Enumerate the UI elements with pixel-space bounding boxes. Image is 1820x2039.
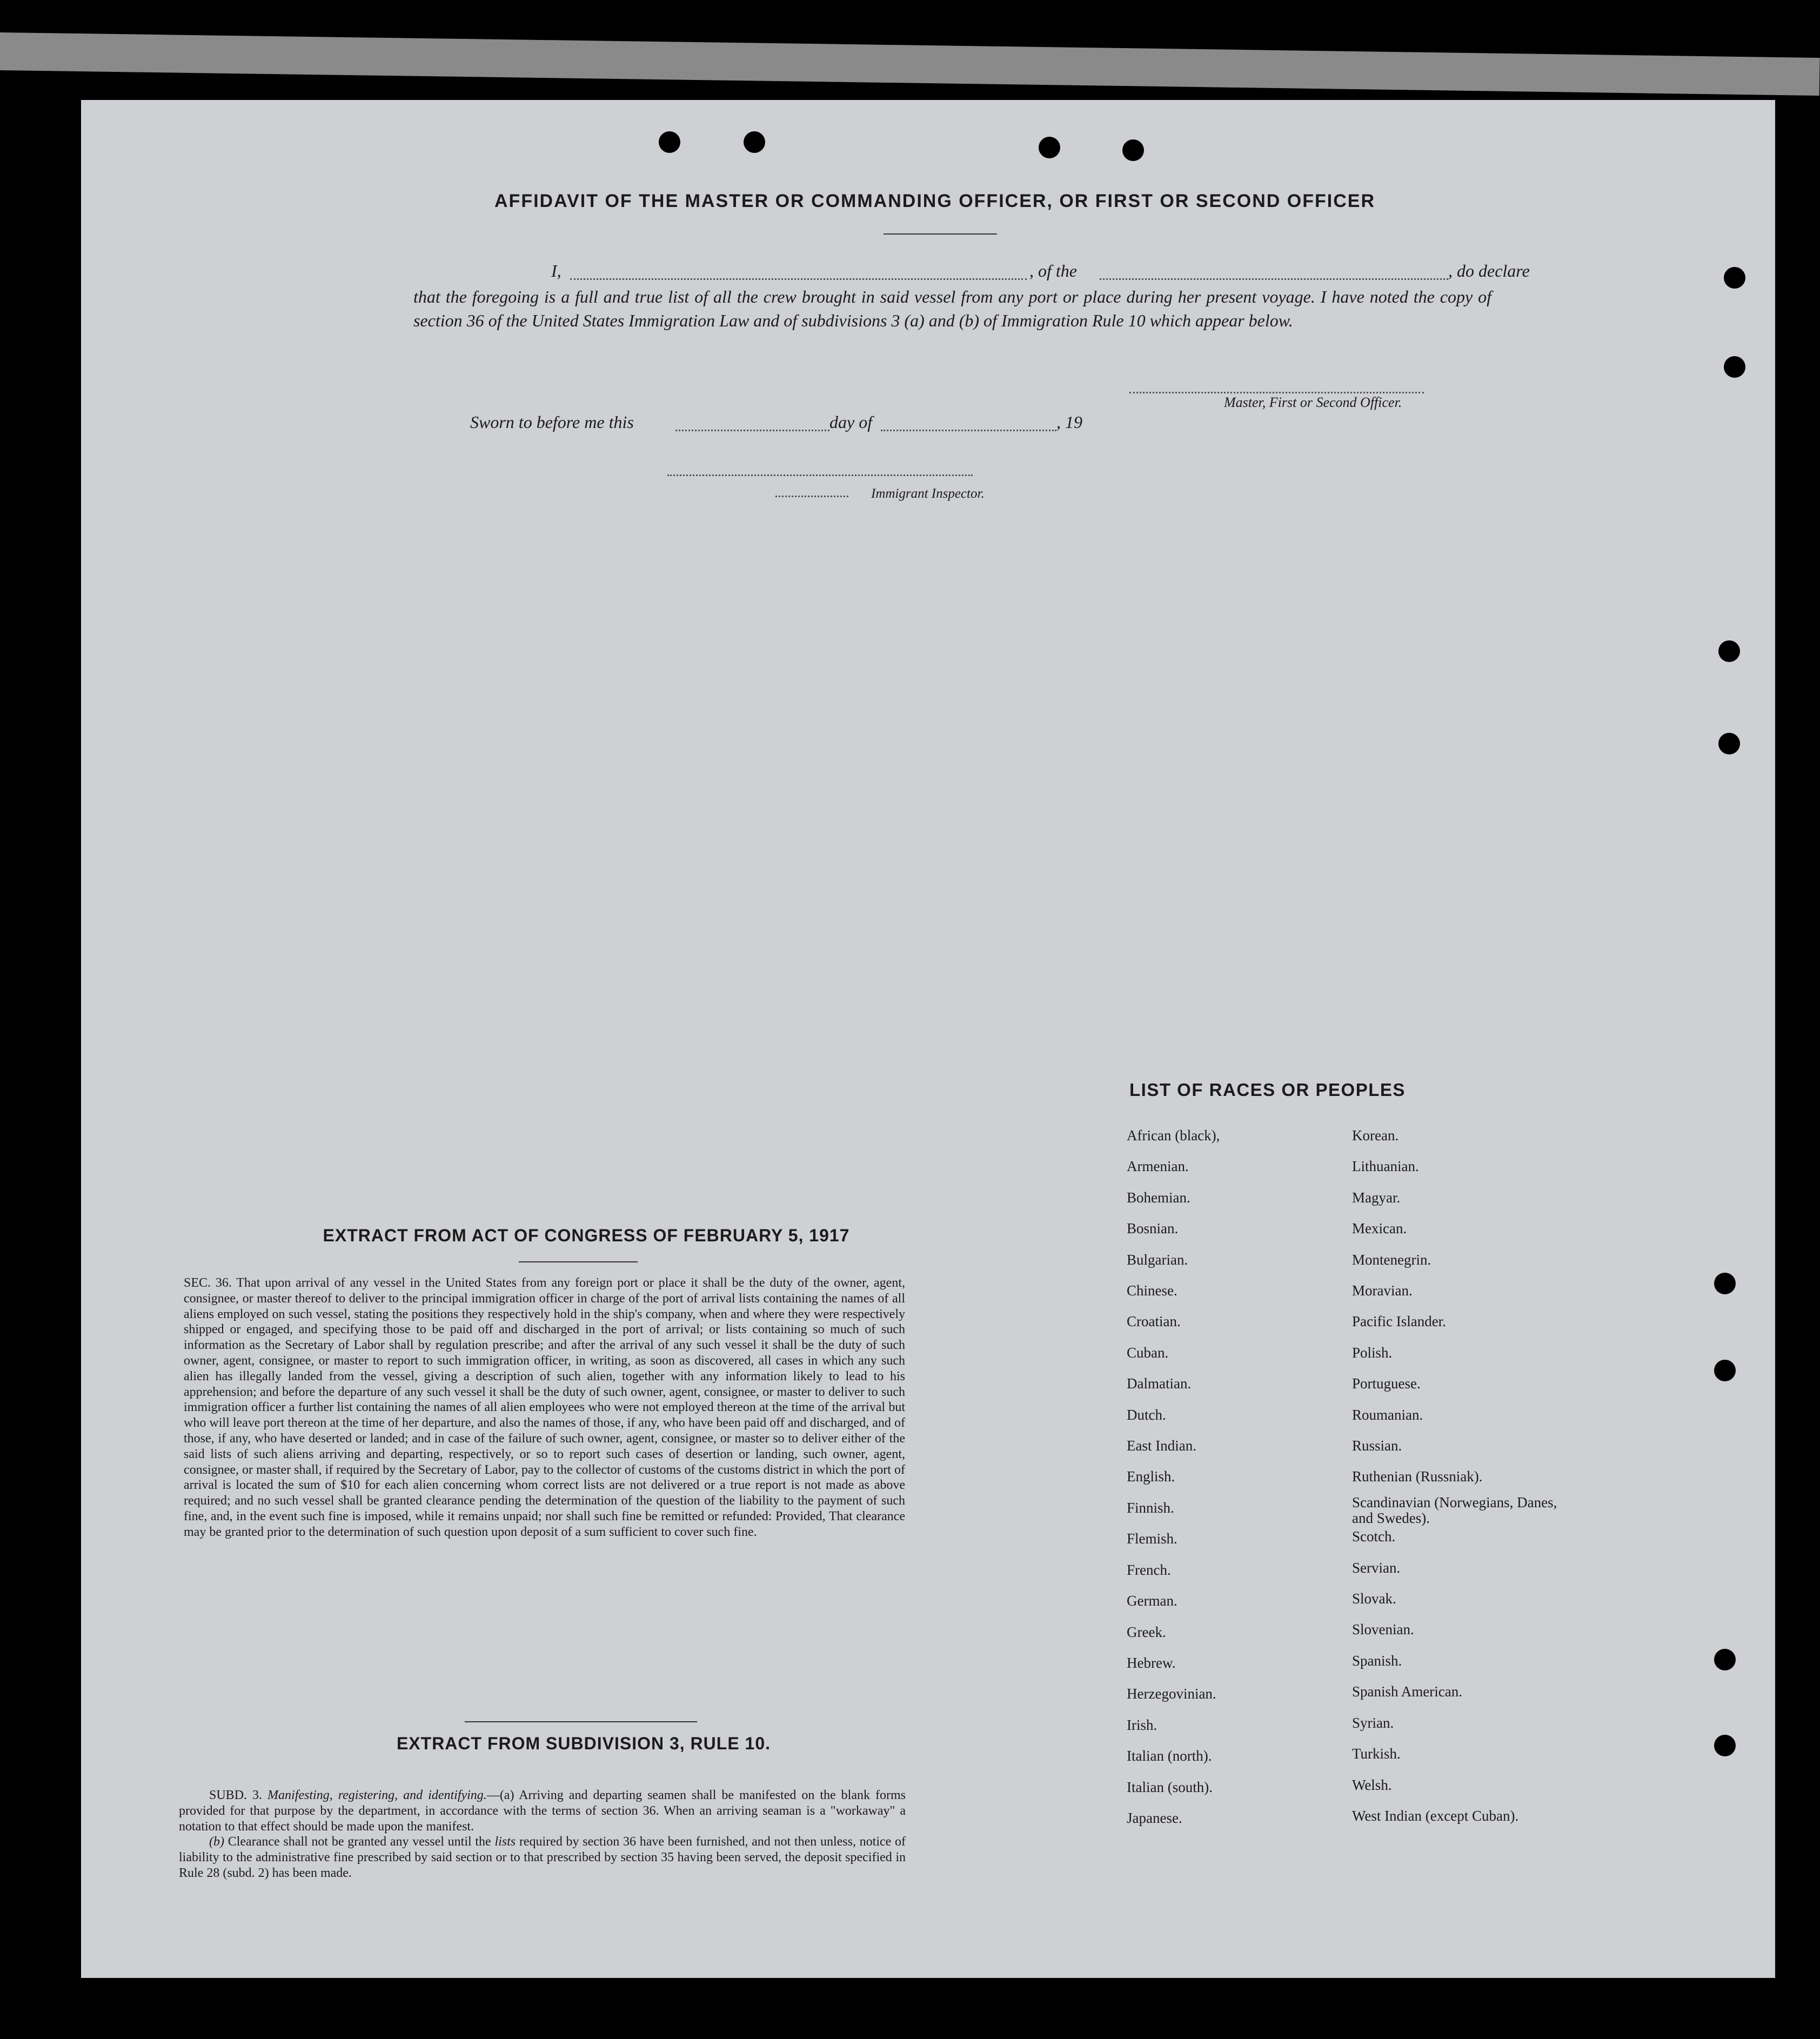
punch-hole [1718, 640, 1740, 662]
race-item: Bohemian. [1127, 1189, 1190, 1206]
race-item: French. [1127, 1561, 1171, 1578]
race-item: Korean. [1352, 1127, 1399, 1144]
race-item: Mexican. [1352, 1220, 1407, 1237]
vessel-name-field[interactable] [1100, 278, 1448, 280]
race-item: Chinese. [1127, 1282, 1177, 1299]
separator-rule [465, 1721, 697, 1722]
race-item: East Indian. [1127, 1438, 1196, 1454]
race-item: Scotch. [1352, 1528, 1396, 1545]
punch-hole [1039, 137, 1060, 158]
sworn-day-field[interactable] [675, 430, 829, 431]
race-item: Dutch. [1127, 1406, 1166, 1423]
subd-3-text [179, 1788, 906, 1881]
punch-hole [1718, 733, 1740, 754]
races-title: LIST OF RACES OR PEOPLES [1129, 1080, 1406, 1100]
race-item: Welsh. [1352, 1776, 1392, 1793]
race-item: Spanish American. [1352, 1683, 1462, 1700]
title-rule [884, 233, 997, 235]
race-item: Portuguese. [1352, 1375, 1421, 1392]
race-item: Slovak. [1352, 1590, 1396, 1607]
race-item: Polish. [1352, 1344, 1393, 1361]
top-edge-strip [0, 32, 1820, 96]
rule-extract-title: EXTRACT FROM SUBDIVISION 3, RULE 10. [396, 1734, 771, 1753]
subd-b-label: (b) [209, 1835, 224, 1849]
race-item: Greek. [1127, 1623, 1166, 1640]
subd-heading: Manifesting, registering, and identifying. [267, 1788, 487, 1802]
race-item: Finnish. [1127, 1499, 1174, 1516]
affidavit-body: that the foregoing is a full and true list of all the crew brought in said vessel from any port or place during her present voyage. I have noted the copy of section 36 of the United States Immigration Law and of subdivisions 3 (a) and (b) of Immigration Rule 10 which appear below. [413, 287, 1491, 330]
subd-3-paragraph-b [179, 1834, 906, 1881]
race-item: Slovenian. [1352, 1621, 1414, 1638]
master-signature-label: Master, First or Second Officer. [1224, 395, 1402, 410]
race-item: Italian (south). [1127, 1779, 1213, 1795]
master-signature-field[interactable] [1129, 392, 1424, 393]
race-item: Montenegrin. [1352, 1251, 1431, 1268]
punch-hole [1724, 267, 1745, 289]
race-item: Bosnian. [1127, 1220, 1179, 1237]
inspector-signature-field[interactable] [667, 474, 973, 476]
subd-a-body: —(a) Arriving and departing seamen shall be manifested on the blank forms provided for that purpose by the department, in accordance with the terms of section 36. When an arriving seaman is a "workaway" a notation to that effect should be made upon the manifest. [179, 1788, 906, 1834]
race-item: Scandinavian (Norwegians, Danes, and Swedes). [1352, 1494, 1557, 1526]
sworn-text: Sworn to before me this [470, 412, 634, 432]
race-item: Cuban. [1127, 1344, 1169, 1361]
race-item: Hebrew. [1127, 1654, 1176, 1671]
race-item: Japanese. [1127, 1809, 1182, 1826]
race-item: African (black), [1127, 1127, 1220, 1144]
affidavit-line1 [470, 261, 1545, 285]
declarant-prefix: I, [551, 261, 561, 280]
punch-hole [1714, 1649, 1736, 1670]
race-item: West Indian (except Cuban). [1352, 1807, 1519, 1824]
race-item: Italian (north). [1127, 1748, 1212, 1764]
year-prefix: , 19 [1056, 412, 1082, 432]
do-declare-text: , do declare [1448, 261, 1530, 280]
race-item: Moravian. [1352, 1282, 1413, 1299]
of-the-text: , of the [1029, 261, 1077, 280]
inspector-label: Immigrant Inspector. [871, 486, 985, 501]
sworn-line [470, 412, 1227, 436]
punch-hole [1724, 356, 1745, 378]
sec-36-text: SEC. 36. That upon arrival of any vessel in the United States from any foreign port or place it shall be the duty of the owner, agent, consignee, or master thereof to deliver to the principal immigration officer in charge of the port of arrival lists containing the names of all aliens employed on such vessel, stating the positions they respectively hold in the ship's company, when and where they were respectively shipped or engaged, and specifying those to be paid off and discharged in the port of arrival; or lists containing so much of such information as the Secretary of Labor shall by regulation prescribe; and after the arrival of any such vessel it shall be the duty of such owner, agent, consignee, or master to report to such immigration officer, in writing, as soon as discovered, all cases in which any such alien has illegally landed from the vessel, giving a description of such alien, together with any information likely to lead to his apprehension; and before the departure of any such vessel it shall be the duty of such owner, agent, consignee, or master to deliver to such immigration officer a further list containing the names of all alien employees who were not employed thereon at the time of the arrival but who will leave port thereon at the time of her departure, and also the names of those, if any, who have been paid off and discharged, and of those, if any, who have deserted or landed; and in case of the failure of such owner, agent, consignee, or master so to deliver either of the said lists of such aliens arriving and departing, respectively, or so to report such cases of desertion or landing, such owner, agent, consignee, or master shall, if required by the Secretary of Labor, pay to the collector of customs of the customs district in which the port of arrival is located the sum of $10 for each alien concerning whom correct lists are not delivered or a true report is not made as above required; and no such vessel shall be granted clearance pending the determination of the question of the liability to the payment of such fine, and, in the event such fine is imposed, while it remains unpaid; nor shall such fine be remitted or refunded: Provided, That clearance may be granted prior to the determination of such question upon deposit of a sum sufficient to cover such fine. [184, 1276, 905, 1539]
race-item: Russian. [1352, 1438, 1402, 1454]
subd-b-body-2: required by section 36 have been furnished, and not then unless, notice of liability to the administrative fine prescribed by said section or to that prescribed by section 35 having been served, the deposit specified in Rule 28 (subd. 2) has been made. [179, 1835, 906, 1880]
race-item: Croatian. [1127, 1313, 1181, 1330]
affidavit-title: AFFIDAVIT OF THE MASTER OR COMMANDING OFFICER, OR FIRST OR SECOND OFFICER [494, 191, 1375, 211]
act-title-rule [519, 1261, 638, 1262]
race-item: Flemish. [1127, 1530, 1177, 1547]
punch-hole [659, 131, 680, 153]
punch-hole [1714, 1735, 1736, 1756]
race-item: Syrian. [1352, 1714, 1394, 1731]
act-extract-title: EXTRACT FROM ACT OF CONGRESS OF FEBRUARY 5, 1917 [323, 1226, 850, 1245]
form-page [81, 100, 1775, 1978]
race-item: Turkish. [1352, 1746, 1401, 1762]
race-item: English. [1127, 1468, 1175, 1485]
race-item: Armenian. [1127, 1158, 1189, 1175]
race-item: Herzegovinian. [1127, 1686, 1216, 1702]
punch-hole [744, 131, 765, 153]
sworn-month-field[interactable] [881, 430, 1056, 431]
race-item: Ruthenian (Russniak). [1352, 1468, 1483, 1485]
day-of-text: day of [829, 412, 873, 432]
punch-hole [1122, 139, 1144, 161]
race-item: German. [1127, 1593, 1177, 1609]
race-item: Spanish. [1352, 1652, 1402, 1669]
declarant-name-field[interactable] [570, 278, 1027, 280]
subd-label: SUBD. 3. [209, 1788, 263, 1802]
race-item: Lithuanian. [1352, 1158, 1419, 1175]
race-item: Irish. [1127, 1716, 1157, 1733]
punch-hole [1714, 1360, 1736, 1381]
race-item: Roumanian. [1352, 1406, 1423, 1423]
punch-hole [1714, 1273, 1736, 1294]
race-item: Servian. [1352, 1559, 1401, 1576]
races-right-column [1352, 1120, 1568, 1831]
inspector-signature-field-2[interactable] [775, 496, 848, 497]
race-item: Bulgarian. [1127, 1251, 1188, 1268]
race-item: Dalmatian. [1127, 1375, 1192, 1392]
subd-b-lists: lists [494, 1835, 516, 1849]
race-item: Pacific Islander. [1352, 1313, 1446, 1330]
races-left-column [1127, 1120, 1354, 1834]
subd-b-body-1: Clearance shall not be granted any vessel until the [228, 1835, 491, 1849]
subd-3-paragraph-a [179, 1788, 906, 1834]
race-item: Magyar. [1352, 1189, 1401, 1206]
